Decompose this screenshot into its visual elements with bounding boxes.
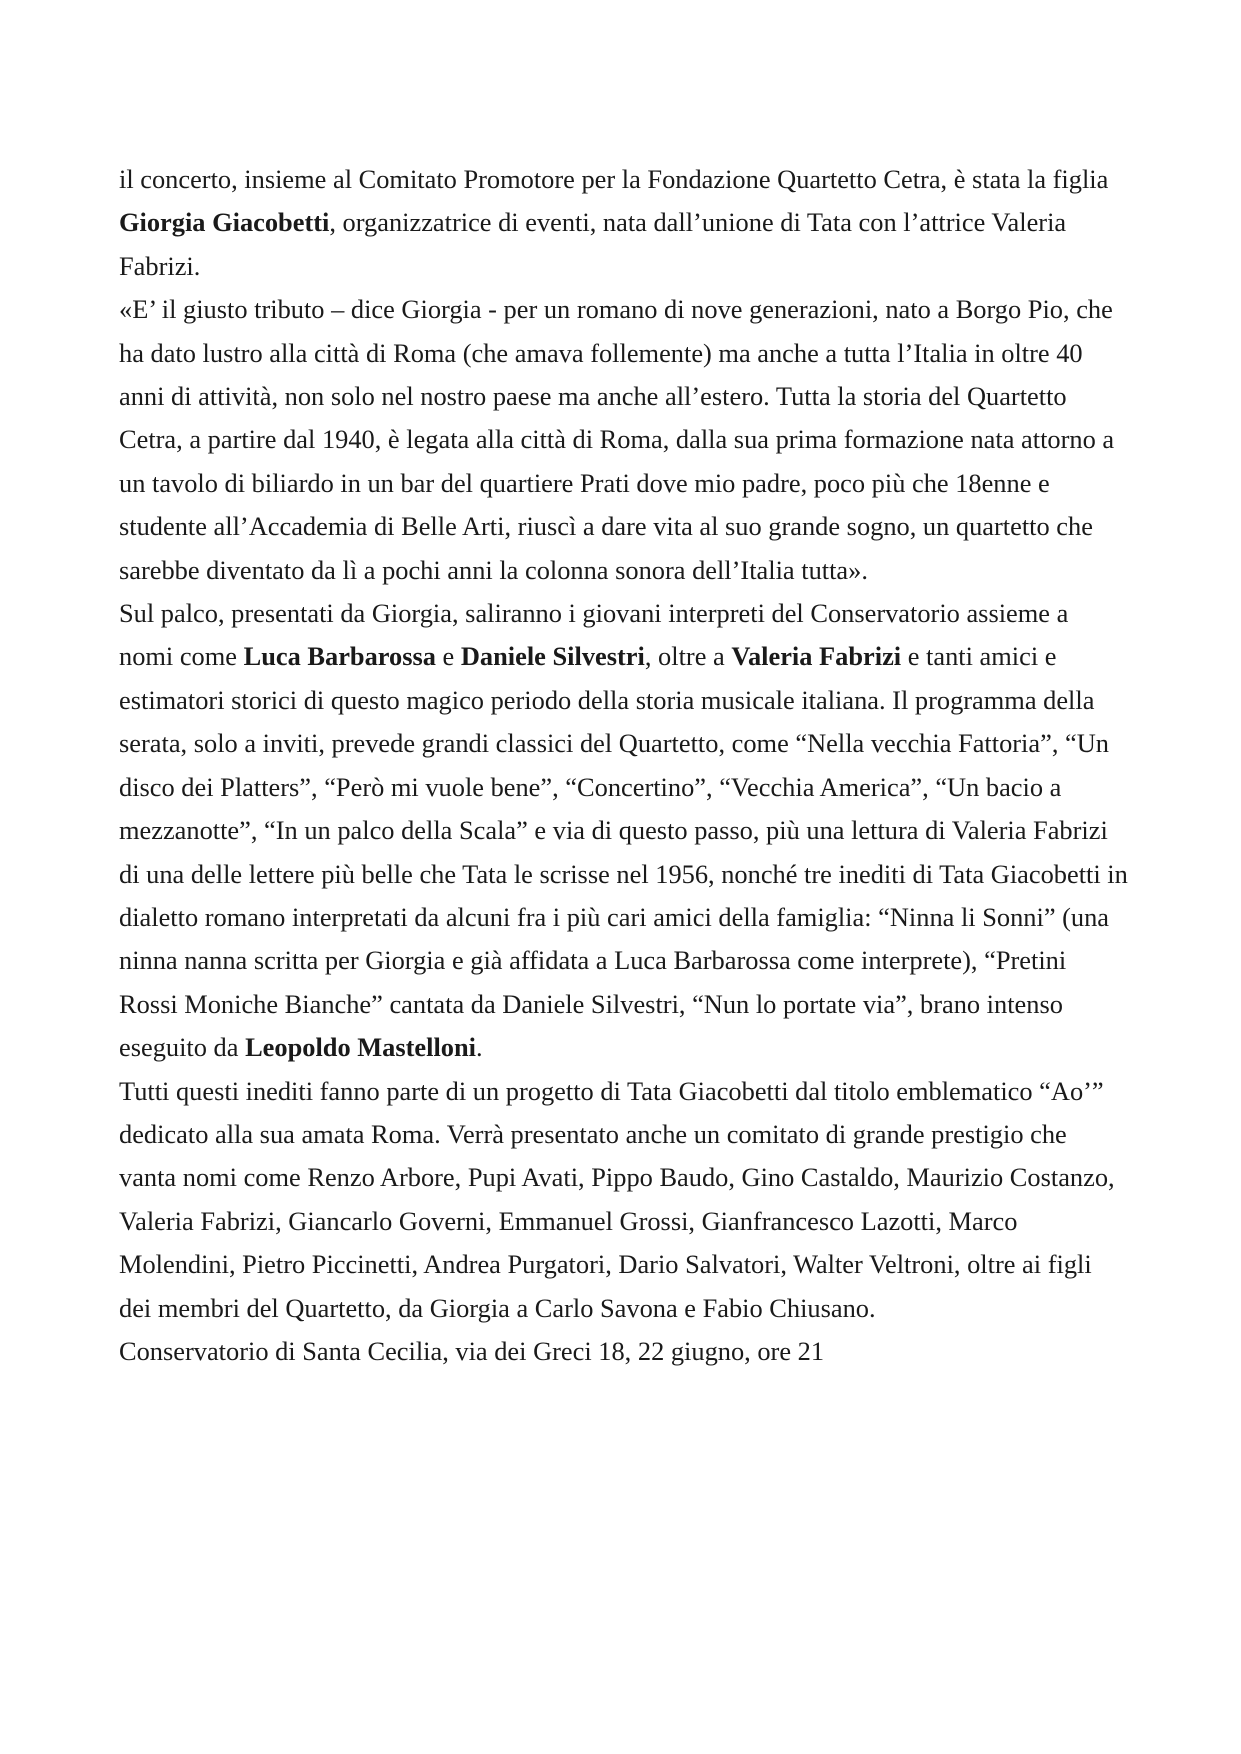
text-run: , oltre a xyxy=(644,641,732,672)
paragraph-organizer xyxy=(119,158,1129,288)
bold-name: Valeria Fabrizi xyxy=(731,641,902,672)
paragraph-committee xyxy=(119,1070,1129,1330)
paragraph-program xyxy=(119,592,1129,1069)
text-run: e xyxy=(435,641,461,672)
text-run: Tutti questi inediti fanno parte di un progetto di Tata Giacobetti dal titolo emblematico “Ao’” dedicato alla sua amata Roma. Verrà presentato anche un comitato di grande prestigio che vanta nomi come Renzo Arbore, Pupi Avati, Pippo Baudo, Gino Castaldo, Maurizio Costanzo, Valeria Fabrizi, Giancarlo Governi, Emmanuel Grossi, Gianfrancesco Lazotti, Marco Molendini, Pietro Piccinetti, Andrea Purgatori, Dario Salvatori, Walter Veltroni, oltre ai figli dei membri del Quartetto, da Giorgia a Carlo Savona e Fabio Chiusano. xyxy=(119,1075,1115,1323)
document-page xyxy=(119,158,1129,1373)
bold-name: Leopoldo Mastelloni xyxy=(245,1032,476,1063)
text-run: e tanti amici e estimatori storici di questo magico periodo della storia musicale italiana. Il programma della serata, solo a inviti, prevede grandi classici del Quartetto, come “Nella vecchia Fattoria”, “Un disco dei Platters”, “Però mi vuole bene”, “Concertino”, “Vecchia America”, “Un bacio a mezzanotte”, “In un palco della Scala” e via di questo passo, più una lettura di Valeria Fabrizi di una delle lettere più belle che Tata le scrisse nel 1956, nonché tre inediti di Tata Giacobetti in dialetto romano interpretati da alcuni fra i più cari amici della famiglia: “Ninna li Sonni” (una ninna nanna scritta per Giorgia e già affidata a Luca Barbarossa come interprete), “Pretini Rossi Moniche Bianche” cantata da Daniele Silvestri, “Nun lo portate via”, brano intenso eseguito da xyxy=(119,641,1128,1063)
bold-name: Daniele Silvestri xyxy=(460,641,645,672)
text-run: , organizzatrice di eventi, nata dall’unione di Tata con l’attrice Valeria Fabrizi. xyxy=(119,207,1067,281)
bold-name: Luca Barbarossa xyxy=(243,641,436,672)
text-run: «E’ il giusto tributo – dice Giorgia - per un romano di nove generazioni, nato a Borgo Pio, che ha dato lustro alla città di Roma (che amava follemente) ma anche a tutta l’Italia in oltre 40 anni di attività, non solo nel nostro paese ma anche all’estero. Tutta la storia del Quartetto Cetra, a partire dal 1940, è legata alla città di Roma, dalla sua prima formazione nata attorno a un tavolo di biliardo in un bar del quartiere Prati dove mio padre, poco più che 18enne e studente all’Accademia di Belle Arti, riuscì a dare vita al suo grande sogno, un quartetto che sarebbe diventato da lì a pochi anni la colonna sonora dell’Italia tutta». xyxy=(119,294,1115,585)
text-run: il concerto, insieme al Comitato Promotore per la Fondazione Quartetto Cetra, è stata la figlia xyxy=(119,164,1109,194)
paragraph-quote xyxy=(119,288,1129,592)
text-run: . xyxy=(476,1032,483,1063)
text-run: Conservatorio di Santa Cecilia, via dei Greci 18, 22 giugno, ore 21 xyxy=(119,1335,825,1366)
bold-name: Giorgia Giacobetti xyxy=(119,207,330,238)
paragraph-venue xyxy=(119,1330,1129,1373)
text-run: Sul palco, presentati da Giorgia, saliranno i giovani interpreti del Conservatorio assieme a nomi come xyxy=(119,598,1069,672)
